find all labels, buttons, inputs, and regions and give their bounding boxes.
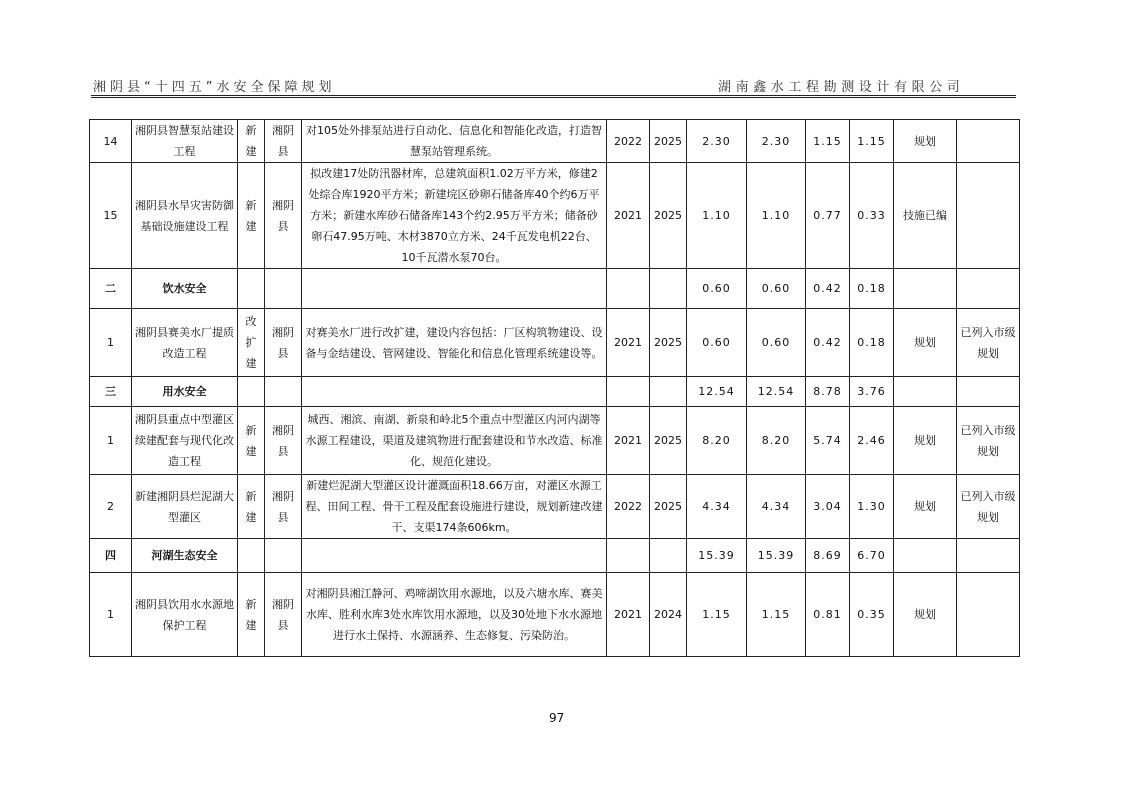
location: 湘阴县: [265, 407, 302, 475]
project-name: 湘阴县饮用水水源地保护工程: [132, 573, 238, 657]
construction-content: 新建烂泥湖大型灌区设计灌溉面积18.66万亩，对灌区水源工程、田间工程、骨干工程及配套设施进行建设，规划新建改建干、支渠174条606km。: [302, 475, 607, 539]
section-number: 二: [90, 269, 132, 309]
location: 湘阴县: [265, 309, 302, 377]
value-3-cell: 8.78: [806, 377, 850, 407]
header-company: 湖南鑫水工程勘测设计有限公司: [718, 80, 965, 95]
note-cell: [957, 539, 1020, 573]
location: 湘阴县: [265, 475, 302, 539]
value-1-cell: 2.30: [687, 120, 747, 163]
start-year: 2021: [607, 309, 650, 377]
start-year: 2022: [607, 120, 650, 163]
value-4-cell: 3.76: [850, 377, 894, 407]
project-table: [89, 119, 1020, 657]
construction-content: 城西、湘滨、南湖、新泉和岭北5个重点中型灌区内河内湖等水源工程建设，渠道及建筑物进行配套建设和节水改造、标准化、规范化建设。: [302, 407, 607, 475]
section-number: 三: [90, 377, 132, 407]
value-2-cell: 1.15: [747, 573, 806, 657]
value-2-cell: 0.60: [747, 309, 806, 377]
value-1-cell: 1.10: [687, 163, 747, 269]
note-cell: [957, 269, 1020, 309]
row-number: 1: [90, 407, 132, 475]
value-4-cell: 0.33: [850, 163, 894, 269]
table-row: [90, 573, 1020, 657]
value-3-cell: 3.04: [806, 475, 850, 539]
note-cell: [957, 120, 1020, 163]
header-title: 湘阴县“十四五”水安全保障规划: [93, 80, 336, 95]
location-cell: [265, 539, 302, 573]
value-2-cell: 2.30: [747, 120, 806, 163]
end-year: 2025: [650, 120, 687, 163]
value-2-cell: 0.60: [747, 269, 806, 309]
end-year: 2025: [650, 163, 687, 269]
value-1-cell: 12.54: [687, 377, 747, 407]
value-1-cell: 4.34: [687, 475, 747, 539]
value-4-cell: 0.35: [850, 573, 894, 657]
value-3-cell: 0.77: [806, 163, 850, 269]
value-2-cell: 1.10: [747, 163, 806, 269]
value-4-cell: 0.18: [850, 269, 894, 309]
type-cell: [238, 539, 265, 573]
construction-content: 拟改建17处防汛器材库，总建筑面积1.02万平方米，修建2处综合库1920平方米；新建垸区砂卵石储备库40个约6万平方米；新建水库砂石储备库143个约2.95万平方米；储备砂卵石47.95万吨、木材3870立方米、24千瓦发电机22台、10千瓦潜水泵70台。: [302, 163, 607, 269]
value-1-cell: 0.60: [687, 269, 747, 309]
value-3-cell: 0.42: [806, 269, 850, 309]
table-row: [90, 120, 1020, 163]
type-cell: [238, 377, 265, 407]
row-number: 14: [90, 120, 132, 163]
end-year: 2025: [650, 475, 687, 539]
value-4-cell: 6.70: [850, 539, 894, 573]
value-4-cell: 0.18: [850, 309, 894, 377]
value-2-cell: 8.20: [747, 407, 806, 475]
note-cell: 已列入市级规划: [957, 309, 1020, 377]
construction-type: 新建: [238, 163, 265, 269]
note-cell: 已列入市级规划: [957, 475, 1020, 539]
table-row: [90, 475, 1020, 539]
start-year: 2021: [607, 573, 650, 657]
start-year: 2022: [607, 475, 650, 539]
value-4-cell: 1.15: [850, 120, 894, 163]
value-4-cell: 2.46: [850, 407, 894, 475]
value-1-cell: 15.39: [687, 539, 747, 573]
status-cell: 规划: [894, 475, 957, 539]
construction-type: 新建: [238, 573, 265, 657]
project-name: 湘阴县重点中型灌区续建配套与现代化改造工程: [132, 407, 238, 475]
content-cell: [302, 539, 607, 573]
start-year-cell: [607, 269, 650, 309]
row-number: 1: [90, 309, 132, 377]
header-divider: [91, 95, 1016, 98]
value-3-cell: 0.42: [806, 309, 850, 377]
status-cell: 规划: [894, 407, 957, 475]
value-1-cell: 8.20: [687, 407, 747, 475]
construction-content: 对赛美水厂进行改扩建，建设内容包括：厂区构筑物建设、设备与金结建设、管网建设、智能化和信息化管理系统建设等。: [302, 309, 607, 377]
note-cell: [957, 163, 1020, 269]
row-number: 1: [90, 573, 132, 657]
value-3-cell: 1.15: [806, 120, 850, 163]
end-year-cell: [650, 377, 687, 407]
status-cell: 技施已编: [894, 163, 957, 269]
construction-content: 对105处外排泵站进行自动化、信息化和智能化改造，打造智慧泵站管理系统。: [302, 120, 607, 163]
value-3-cell: 5.74: [806, 407, 850, 475]
value-2-cell: 4.34: [747, 475, 806, 539]
construction-type: 改扩建: [238, 309, 265, 377]
end-year: 2025: [650, 309, 687, 377]
section-title: 饮水安全: [132, 269, 238, 309]
location: 湘阴县: [265, 573, 302, 657]
row-number: 15: [90, 163, 132, 269]
value-3-cell: 8.69: [806, 539, 850, 573]
start-year: 2021: [607, 163, 650, 269]
note-cell: 已列入市级规划: [957, 407, 1020, 475]
section-row: [90, 539, 1020, 573]
project-name: 湘阴县水旱灾害防御基础设施建设工程: [132, 163, 238, 269]
construction-type: 新建: [238, 407, 265, 475]
note-cell: [957, 573, 1020, 657]
location: 湘阴县: [265, 163, 302, 269]
status-cell: 规划: [894, 573, 957, 657]
status-cell: 规划: [894, 120, 957, 163]
location: 湘阴县: [265, 120, 302, 163]
location-cell: [265, 377, 302, 407]
content-cell: [302, 269, 607, 309]
note-cell: [957, 377, 1020, 407]
end-year: 2024: [650, 573, 687, 657]
table-row: [90, 163, 1020, 269]
table-row: [90, 407, 1020, 475]
start-year: 2021: [607, 407, 650, 475]
status-cell: [894, 539, 957, 573]
section-title: 河湖生态安全: [132, 539, 238, 573]
project-name: 新建湘阴县烂泥湖大型灌区: [132, 475, 238, 539]
section-title: 用水安全: [132, 377, 238, 407]
end-year-cell: [650, 539, 687, 573]
section-row: [90, 269, 1020, 309]
status-cell: [894, 377, 957, 407]
type-cell: [238, 269, 265, 309]
construction-type: 新建: [238, 120, 265, 163]
construction-content: 对湘阴县湘江静河、鸡啼湖饮用水源地，以及六塘水库、赛美水库、胜利水库3处水库饮用水源地，以及30处地下水水源地进行水土保持、水源涵养、生态修复、污染防治。: [302, 573, 607, 657]
status-cell: [894, 269, 957, 309]
location-cell: [265, 269, 302, 309]
section-number: 四: [90, 539, 132, 573]
value-3-cell: 0.81: [806, 573, 850, 657]
table-row: [90, 309, 1020, 377]
section-row: [90, 377, 1020, 407]
value-1-cell: 1.15: [687, 573, 747, 657]
construction-type: 新建: [238, 475, 265, 539]
project-name: 湘阴县智慧泵站建设工程: [132, 120, 238, 163]
status-cell: 规划: [894, 309, 957, 377]
value-4-cell: 1.30: [850, 475, 894, 539]
content-cell: [302, 377, 607, 407]
start-year-cell: [607, 377, 650, 407]
row-number: 2: [90, 475, 132, 539]
end-year: 2025: [650, 407, 687, 475]
start-year-cell: [607, 539, 650, 573]
value-2-cell: 12.54: [747, 377, 806, 407]
value-1-cell: 0.60: [687, 309, 747, 377]
project-name: 湘阴县赛美水厂提质改造工程: [132, 309, 238, 377]
value-2-cell: 15.39: [747, 539, 806, 573]
end-year-cell: [650, 269, 687, 309]
page-number: 97: [549, 711, 565, 725]
